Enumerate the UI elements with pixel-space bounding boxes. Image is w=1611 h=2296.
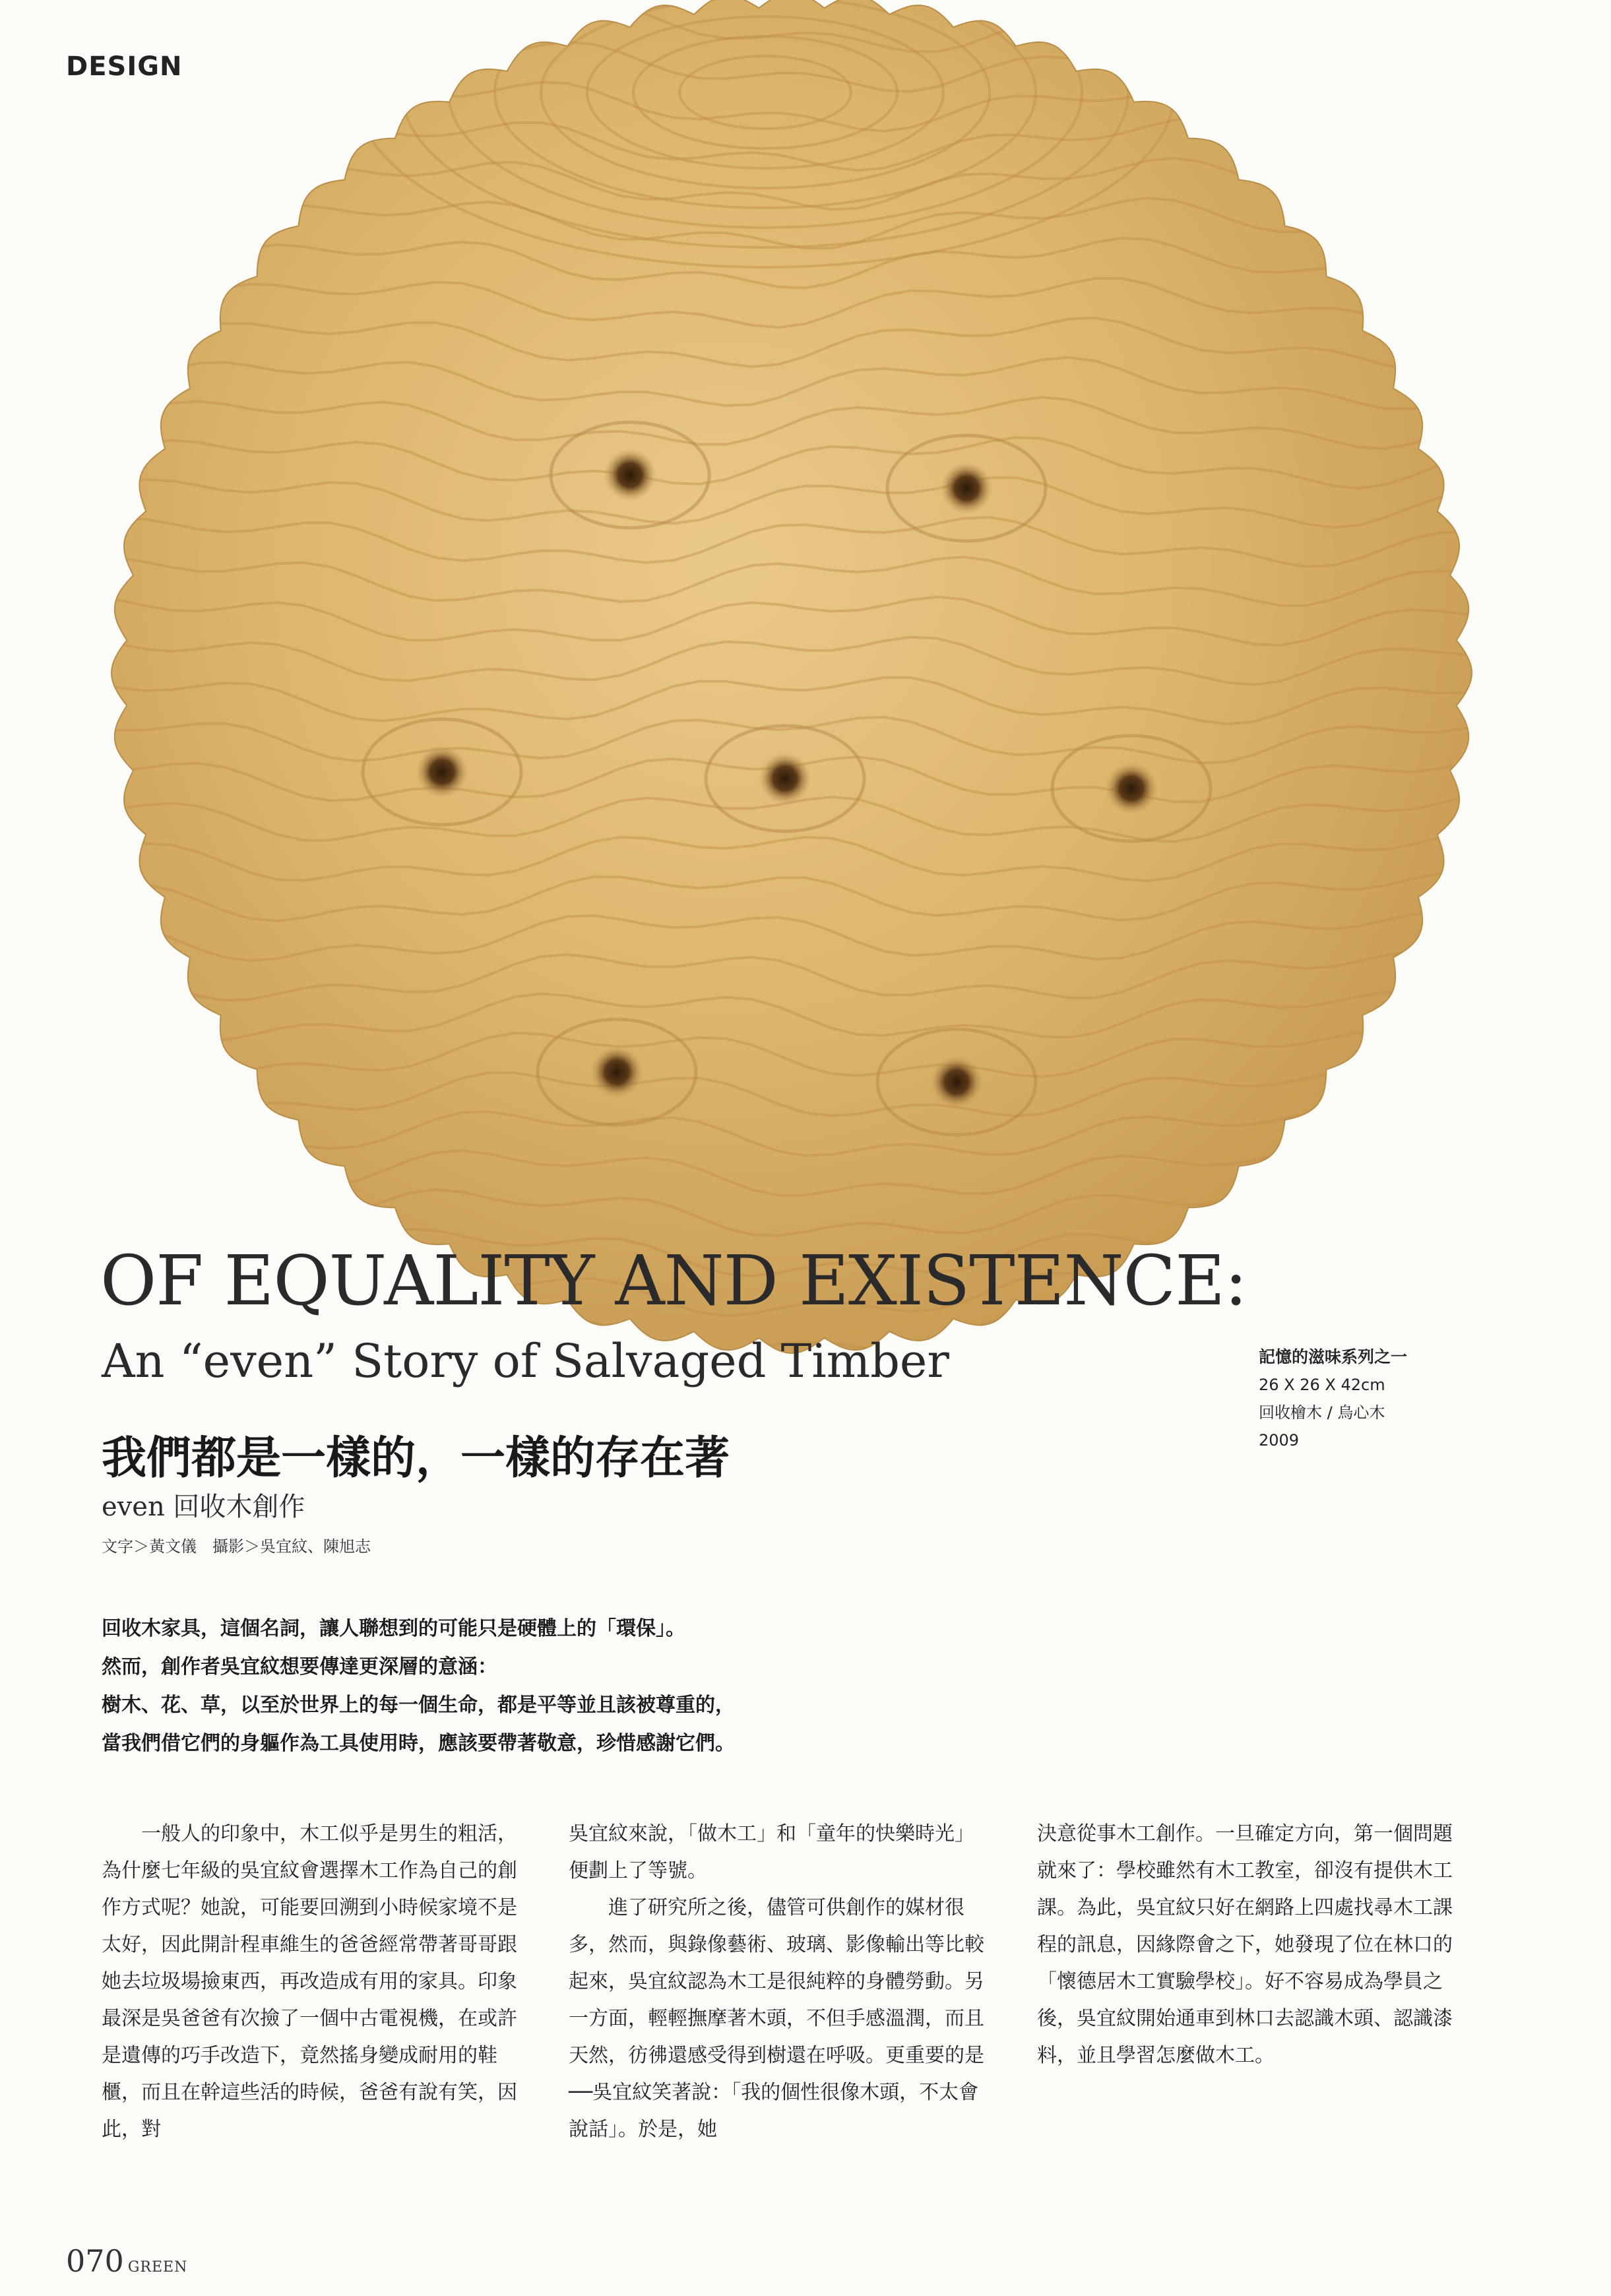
docking-hole [604,449,656,501]
body-paragraph: 一般人的印象中，木工似乎是男生的粗活，為什麼七年級的吳宜紋會選擇木工作為自己的創作方式呢？她說，可能要回溯到小時候家境不是太好，因此開計程車維生的爸爸經常帶著哥哥跟她去垃圾場撿東西，再改造成有用的家具。印象最深是吳爸爸有次撿了一個中古電視機，在或許是遺傳的巧手改造下，竟然搖身變成耐用的鞋櫃，而且在幹這些活的時候，爸爸有說有笑，因此，對 [102,1822,517,2141]
body-paragraph: 吳宜紋來說，「做木工」和「童年的快樂時光」便劃上了等號。 [569,1822,974,1882]
body-column-2 [569,1816,991,2148]
section-tag: DESIGN [66,51,183,82]
article-title-zh: 我們都是一樣的，一樣的存在著 [102,1432,730,1484]
article-subtitle-zh: even 回收木創作 [102,1492,305,1522]
page-folio [66,2243,187,2279]
photo-caption [1259,1343,1407,1454]
caption-dimensions: 26 X 26 X 42cm [1259,1376,1385,1394]
docking-hole [416,746,468,798]
docking-hole [759,752,811,805]
docking-hole [930,1056,983,1108]
lead-line: 樹木、花、草，以至於世界上的每一個生命，都是平等並且該被尊重的， [102,1694,735,1717]
article-title-en: OF EQUALITY AND EXISTENCE: [100,1240,1248,1321]
caption-title: 記憶的滋味系列之一 [1259,1347,1408,1366]
caption-year: 2009 [1259,1431,1300,1450]
docking-hole [590,1046,643,1099]
body-column-1 [102,1816,524,2148]
docking-hole [1105,762,1158,815]
body-paragraph: 決意從事木工創作。一旦確定方向，第一個問題就來了：學校雖然有木工教室，卻沒有提供木工課。為此，吳宜紋只好在網路上四處找尋木工課程的訊息，因緣際會之下，她發現了位在林口的「懷德居木工實驗學校」。好不容易成為學員之後，吳宜紋開始通車到林口去認識木頭、認識漆料，並且學習怎麼做木工。 [1037,1822,1453,2067]
body-paragraph: 進了研究所之後，儘管可供創作的媒材很多，然而，與錄像藝術、玻璃、影像輸出等比較起來，吳宜紋認為木工是很純粹的身體勞動。另一方面，輕輕撫摩著木頭，不但手感溫潤，而且天然，彷彿還感受得到樹還在呼吸。更重要的是──吳宜紋笑著說：「我的個性很像木頭，不太會說話」。於是，她 [569,1896,984,2141]
lead-paragraph [102,1610,959,1763]
docking-hole [940,462,993,515]
page-number: 070 [66,2243,124,2279]
magazine-name: GREEN [127,2259,188,2276]
caption-material: 回收檜木 / 烏心木 [1259,1403,1385,1422]
article-subtitle-en: An “even” Story of Salvaged Timber [102,1334,949,1388]
lead-line: 回收木家具，這個名詞，讓人聯想到的可能只是硬體上的「環保」。 [102,1617,685,1640]
credits-line: 文字＞黃文儀 攝影＞吳宜紋、陳旭志 [102,1537,371,1556]
lead-line: 當我們借它們的身軀作為工具使用時，應該要帶著敬意，珍惜感謝它們。 [102,1732,735,1755]
lead-line: 然而，創作者吳宜紋想要傳達更深層的意涵： [102,1655,497,1678]
body-column-3 [1037,1816,1459,2074]
